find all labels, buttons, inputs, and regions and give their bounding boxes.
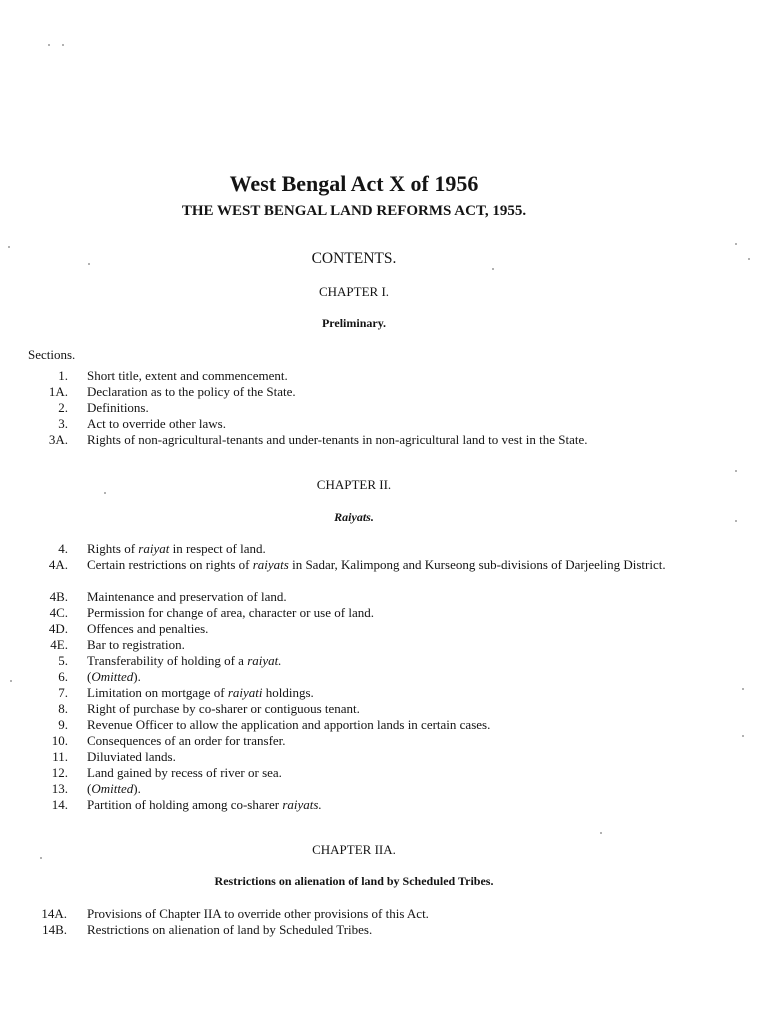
- section-number: 14.: [51, 797, 68, 812]
- section-number: 12.: [51, 765, 68, 780]
- scan-speck: [104, 492, 106, 494]
- section-number: 9.: [58, 717, 68, 732]
- section-title: (Omitted).: [87, 669, 141, 684]
- act-subtitle: THE WEST BENGAL LAND REFORMS ACT, 1955.: [181, 203, 527, 219]
- section-title: Offences and penalties.: [87, 621, 209, 636]
- section-number: 11.: [52, 749, 68, 764]
- scan-speck: [8, 246, 10, 248]
- scan-speck: [735, 243, 737, 245]
- sections-label: Sections.: [28, 347, 76, 362]
- section-number: 1A.: [48, 384, 68, 399]
- scan-speck: [742, 735, 744, 737]
- contents-heading: CONTENTS.: [311, 250, 397, 267]
- section-number: 4B.: [49, 589, 68, 604]
- act-title: West Bengal Act X of 1956: [229, 171, 479, 196]
- section-number: 3A.: [48, 432, 68, 447]
- section-title: Bar to registration.: [87, 637, 185, 652]
- section-title: Limitation on mortgage of raiyati holdings.: [87, 685, 314, 700]
- chapter-2-subheading: Raiyats.: [334, 510, 374, 524]
- section-title: Provisions of Chapter IIA to override other provisions of this Act.: [87, 906, 429, 921]
- section-title: Land gained by recess of river or sea.: [87, 765, 282, 780]
- section-title: Declaration as to the policy of the State.: [87, 384, 296, 399]
- section-title: Definitions.: [87, 400, 149, 415]
- section-title: Transferability of holding of a raiyat.: [87, 653, 282, 668]
- chapter-2-heading: CHAPTER II.: [316, 477, 392, 492]
- chapter-1-heading: CHAPTER I.: [318, 284, 390, 299]
- scan-speck: [742, 688, 744, 690]
- section-number: 5.: [58, 653, 68, 668]
- section-title: Consequences of an order for transfer.: [87, 733, 286, 748]
- scan-speck: [735, 470, 737, 472]
- section-title: Revenue Officer to allow the application and apportion lands in certain cases.: [87, 717, 491, 732]
- section-number: 4.: [58, 541, 68, 556]
- scan-speck: [88, 263, 90, 265]
- section-title: (Omitted).: [87, 781, 141, 796]
- scan-speck: [735, 520, 737, 522]
- section-number: 4A.: [48, 557, 68, 572]
- scan-speck: [40, 857, 42, 859]
- section-title: Maintenance and preservation of land.: [87, 589, 287, 604]
- section-number: 2.: [58, 400, 68, 415]
- chapter-2a-heading: CHAPTER IIA.: [312, 842, 396, 857]
- section-title: Right of purchase by co-sharer or contiguous tenant.: [87, 701, 360, 716]
- section-title: Diluviated lands.: [87, 749, 176, 764]
- scan-speck: [748, 258, 750, 260]
- section-number: 3.: [58, 416, 68, 431]
- section-number: 1.: [58, 368, 68, 383]
- section-number: 4E.: [50, 637, 68, 652]
- scan-speck: [492, 268, 494, 270]
- section-title: Short title, extent and commencement.: [87, 368, 288, 383]
- section-title: Act to override other laws.: [87, 416, 226, 431]
- section-title: Certain restrictions on rights of raiyats in Sadar, Kalimpong and Kurseong sub-divisions of Darjeeling District.: [87, 557, 666, 572]
- section-number: 10.: [51, 733, 68, 748]
- section-number: 8.: [58, 701, 68, 716]
- section-number: 6.: [58, 669, 68, 684]
- section-title: Permission for change of area, character or use of land.: [87, 605, 374, 620]
- scan-speck: [600, 832, 602, 834]
- section-title: Partition of holding among co-sharer raiyats.: [87, 797, 322, 812]
- chapter-1-subheading: Preliminary.: [321, 316, 387, 330]
- section-title: Rights of non-agricultural-tenants and under-tenants in non-agricultural land to vest in the State.: [87, 432, 588, 447]
- scan-speck: [10, 680, 12, 682]
- section-number: 4D.: [48, 621, 68, 636]
- scan-speck: [48, 44, 50, 46]
- section-title: Rights of raiyat in respect of land.: [87, 541, 266, 556]
- section-title: Restrictions on alienation of land by Scheduled Tribes.: [87, 922, 373, 937]
- section-number: 4C.: [49, 605, 68, 620]
- chapter-2a-subheading: Restrictions on alienation of land by Scheduled Tribes.: [214, 874, 494, 888]
- section-number: 14A.: [41, 906, 67, 921]
- scan-speck: [62, 44, 64, 46]
- section-number: 13.: [51, 781, 68, 796]
- section-number: 7.: [58, 685, 68, 700]
- section-number: 14B.: [42, 922, 67, 937]
